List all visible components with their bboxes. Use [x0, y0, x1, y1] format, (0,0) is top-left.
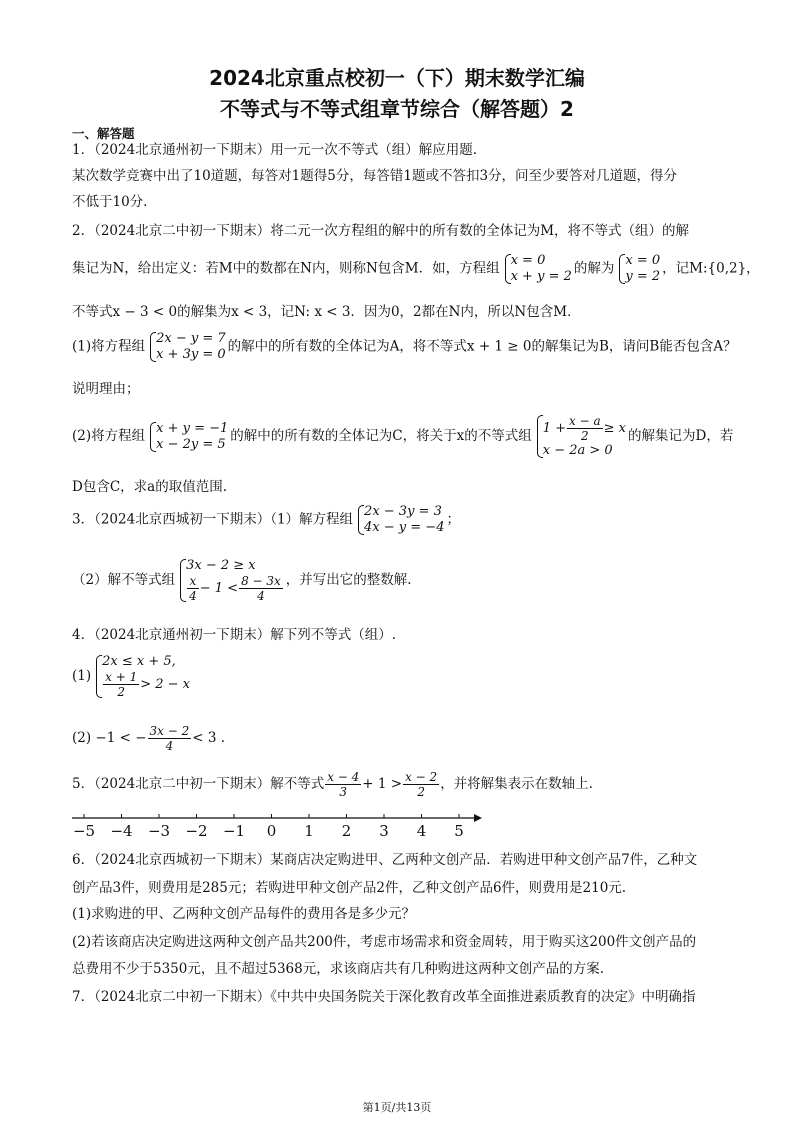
q5-heading [72, 770, 593, 799]
term: 1 + [542, 421, 567, 436]
q2-example-solution [616, 253, 660, 285]
q7-heading: 7．（2024北京二中初一下期末）《中共中央国务院关于深化教育改革全面推进素质教育的决定》中明确指 [72, 989, 696, 1005]
equation: 4x − y = −4 [364, 520, 445, 535]
equation: 2x − 3y = 3 [364, 504, 442, 519]
q4-part-1 [72, 654, 192, 699]
q1-body-line-1: 某次数学竞赛中出了10道题，每答对1题得5分，每答错1题或不答扣3分，问至少要答对几道题，得分 [72, 168, 678, 184]
q4-heading: 4．（2024北京通州初一下期末）解下列不等式（组）. [72, 627, 396, 643]
fraction [239, 574, 283, 603]
numerator: x + 1 [105, 670, 138, 684]
section-heading: 一、解答题 [72, 126, 135, 141]
equation: x = 0 [625, 253, 661, 268]
term: < 3 . [192, 730, 226, 746]
number-line-tick-label: 0 [266, 822, 277, 840]
equation: x + y = −1 [156, 420, 229, 436]
equation: 2x − y = 7 [156, 331, 226, 346]
q3-heading [72, 504, 460, 536]
number-line-tick-label: 3 [379, 822, 389, 840]
q2-part-1-text: 的解中的所有数的全体记为A，将不等式x + 1 ≥ 0的解集记为B，请问B能否包含A？ [227, 338, 737, 355]
q3-inequality-system [177, 558, 284, 603]
number-line-tick-label: −3 [147, 822, 171, 840]
q1-body-line-2: 不低于10分. [72, 194, 148, 210]
numerator: x − 4 [327, 770, 360, 784]
q2-example-system [502, 253, 572, 285]
punctuation: ； [446, 511, 460, 528]
term: > 2 − x [140, 677, 191, 692]
q2-part-1 [72, 331, 737, 363]
fraction [148, 724, 192, 753]
q2-part-2-text: 的解中的所有数的全体记为C，将关于x的不等式组 [230, 428, 532, 444]
q2-solution-text: 的解为 [573, 260, 615, 277]
q2-part-1-tail: 说明理由； [72, 381, 140, 397]
number-line-tick-label: −5 [72, 822, 96, 840]
q2-definition-text: 集记为N，给出定义：若M中的数都在N内，则称N包含M．如，方程组 [72, 260, 500, 277]
equation: x + y = 2 [510, 269, 572, 284]
q2-inequality-line: 不等式x − 3 < 0的解集为x < 3，记N: x < 3．因为0，2都在N内，所以N包含M． [72, 304, 581, 320]
number-line-tick-label: −2 [185, 822, 208, 840]
q1-heading: 1．（2024北京通州初一下期末）用一元一次不等式（组）解应用题. [72, 142, 477, 158]
fraction [187, 574, 199, 603]
inequality: 3x − 2 ≥ x [186, 558, 256, 573]
q3-system [355, 504, 444, 536]
denominator: 4 [165, 739, 174, 753]
numerator: 3x − 2 [149, 724, 190, 738]
denominator: 3 [339, 785, 348, 799]
equation: x = 0 [510, 253, 546, 268]
q2-part-2-system [147, 421, 228, 453]
fraction [567, 414, 603, 443]
inequality [543, 414, 626, 443]
number-line-tick-label: 4 [416, 822, 427, 840]
denominator: 2 [117, 685, 125, 699]
numerator: 8 − 3x [241, 574, 281, 588]
q2-part-2-tail: D包含C，求a的取值范围. [72, 479, 227, 495]
inequality: x − 2a > 0 [542, 443, 613, 458]
title-line-1: 2024北京重点校初一（下）期末数学汇编 [209, 66, 585, 90]
fraction [403, 770, 439, 799]
equation: x + 3y = 0 [156, 347, 226, 362]
term: + 1 > [362, 776, 403, 792]
fraction [325, 770, 361, 799]
q2-part-2-text-end: 的解集记为D，若 [628, 428, 734, 444]
q2-set-notation: ，记M:{0,2}， [662, 260, 760, 277]
q2-definition-line [72, 253, 760, 285]
q3-part-2-prefix: （2）解不等式组 [72, 572, 176, 588]
equation: x − 2y = 5 [156, 436, 226, 452]
number-line-tick-label: 1 [304, 822, 314, 840]
q3-part-2-text: ，并写出它的整数解. [285, 572, 412, 588]
term: (2) −1 < − [72, 730, 147, 746]
denominator: 4 [257, 589, 265, 603]
q3-heading-text: 3．（2024北京西城初一下期末）（1）解方程组 [72, 511, 354, 528]
q2-part-2-prefix: (2)将方程组 [72, 428, 146, 444]
inequality [186, 574, 284, 603]
q5-heading-text: 5．（2024北京二中初一下期末）解不等式 [72, 776, 325, 792]
number-line-tick-label: 5 [454, 822, 464, 840]
q2-part-1-system [147, 331, 226, 363]
fraction [103, 670, 139, 699]
q6-body: 创产品3件，则费用是285元；若购进甲种文创产品2件，乙种文创产品6件，则费用是210元. [72, 880, 627, 896]
denominator: 2 [581, 429, 589, 443]
page-footer: 第1页/共13页 [362, 1101, 432, 1114]
inequality [102, 670, 190, 699]
q2-part-1-prefix: (1)将方程组 [72, 338, 146, 355]
q4-part-1-prefix: (1) [72, 668, 92, 684]
q2-heading: 2．（2024北京二中初一下期末）将二元一次方程组的解中的所有数的全体记为M，将不等式（组）的解 [72, 223, 690, 239]
q6-part-2-line-2: 总费用不少于5350元，且不超过5368元，求该商店共有几种购进这两种文创产品的方案. [72, 961, 605, 977]
q6-heading: 6．（2024北京西城初一下期末）某商店决定购进甲、乙两种文创产品．若购进甲种文创产品7件，乙种文 [72, 852, 698, 868]
number-line-arrow [474, 814, 482, 822]
term: − 1 < [199, 581, 239, 596]
q2-part-2-inequality-system [534, 414, 626, 459]
inequality: 2x ≤ x + 5, [102, 654, 176, 669]
numerator: x − a [569, 414, 601, 428]
equation: y = 2 [625, 269, 661, 284]
q6-part-2-line-1: (2)若该商店决定购进这两种文创产品共200件，考虑市场需求和资金周转，用于购买这200件文创产品的 [72, 934, 697, 950]
numerator: x [187, 574, 199, 589]
denominator: 4 [189, 589, 197, 603]
denominator: 2 [417, 785, 425, 799]
numerator: x − 2 [405, 770, 438, 784]
q5-heading-tail: ，并将解集表示在数轴上. [440, 776, 593, 792]
number-line-tick-label: −4 [110, 822, 133, 840]
number-line-tick-label: −1 [222, 822, 246, 840]
title-line-2: 不等式与不等式组章节综合（解答题）2 [220, 97, 574, 121]
term: ≥ x [603, 421, 626, 436]
q2-part-2 [72, 414, 733, 459]
number-line-tick-label: 2 [341, 822, 352, 840]
number-line [68, 808, 488, 842]
q4-part-2 [72, 724, 225, 753]
q4-inequality-system [93, 654, 190, 699]
q6-part-1: (1)求购进的甲、乙两种文创产品每件的费用各是多少元？ [72, 906, 416, 922]
q3-part-2 [72, 558, 412, 603]
